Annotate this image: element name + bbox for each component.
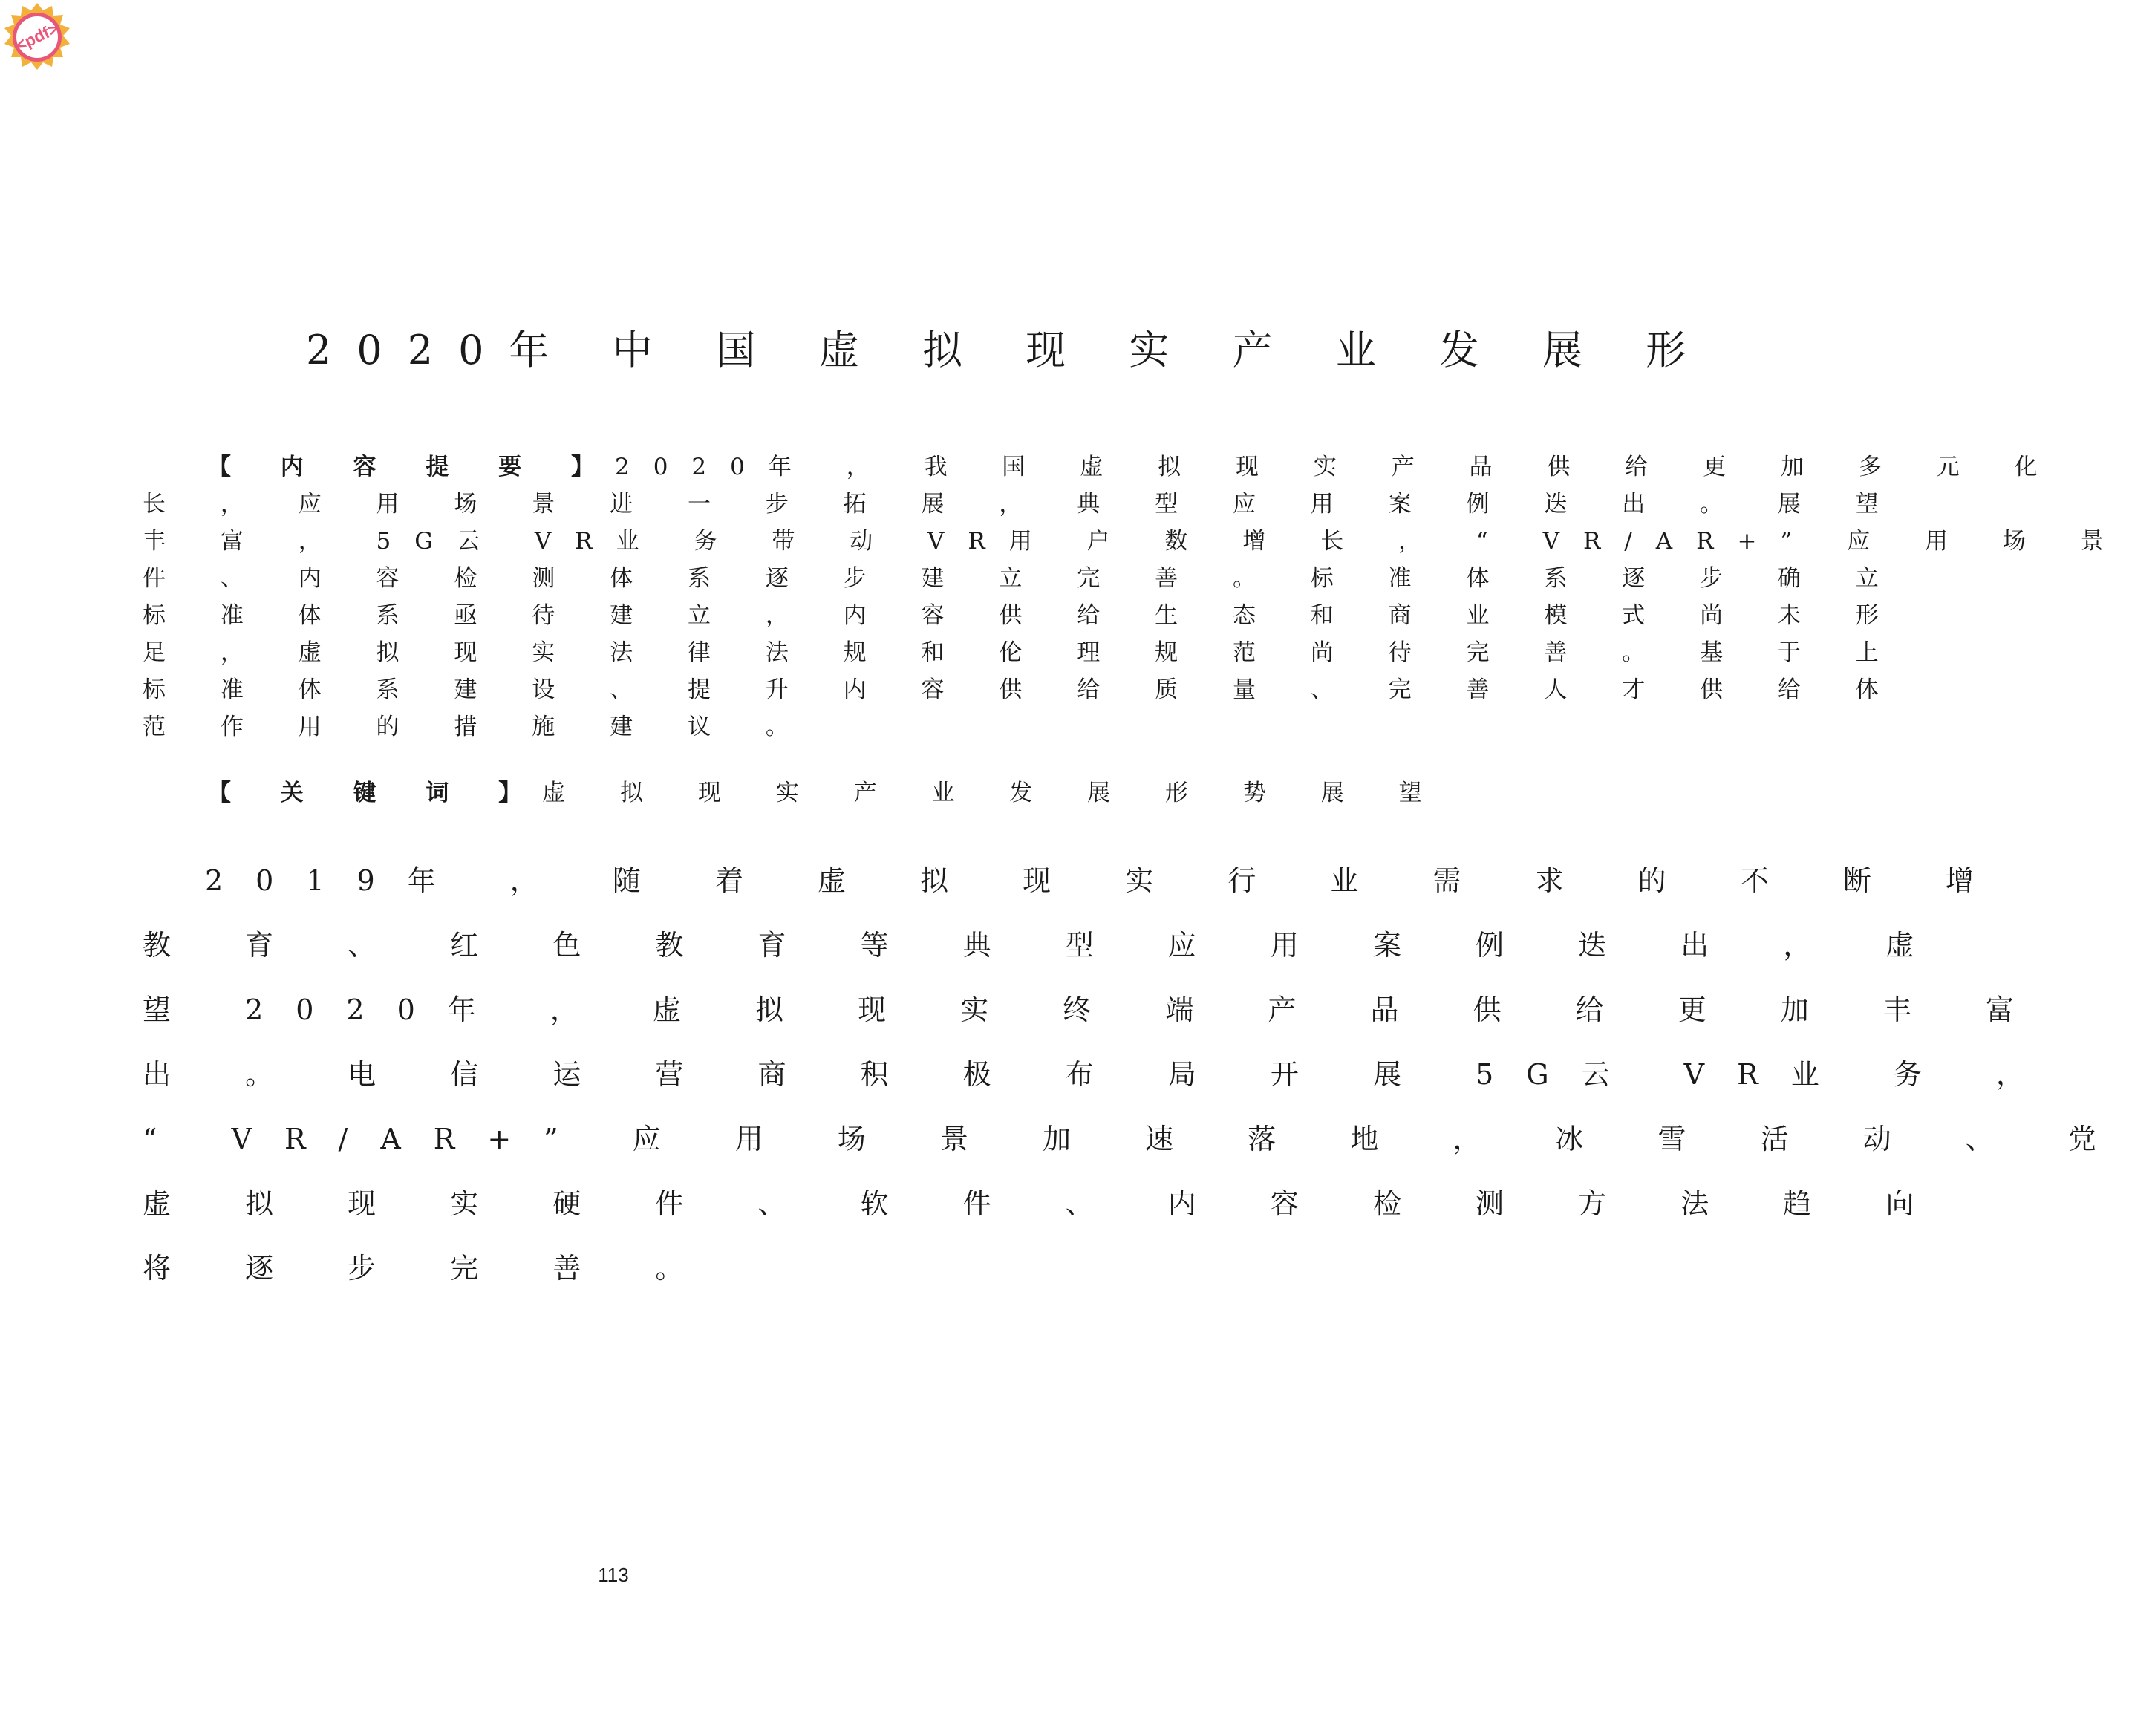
abstract-line: 标 准 体 系 亟 待 建 立 ， 内 容 供 给 生 态 和 商 业 模 式 尚 未 形 <box>143 602 1903 629</box>
abstract-line: 标 准 体 系 建 设 、 提 升 内 容 供 给 质 量 、 完 善 人 才 供 给 体 <box>143 676 1903 703</box>
abstract-line: 【 内 容 提 要 】2020年 ， 我 国 虚 拟 现 实 产 品 供 给 更 加 多 元 化 <box>208 454 2061 480</box>
keywords <box>208 774 1446 812</box>
abstract-label: 【 内 容 提 要 】 <box>208 454 615 480</box>
pdf-logo <box>0 0 74 74</box>
body-line: “ VR/AR+” 应 用 场 景 加 速 落 地 ， 冰 雪 活 动 、 党 <box>143 1123 2129 1155</box>
abstract-line: 范 作 用 的 措 施 建 议 。 <box>143 714 812 740</box>
page-number: 113 <box>598 1564 629 1586</box>
keywords-label: 【 关 键 词 】 <box>208 780 543 806</box>
abstract <box>143 448 2128 745</box>
body-line: 出 。 电 信 运 营 商 积 极 布 局 开 展 5G云 VR业 务 ， <box>143 1058 2057 1091</box>
keywords-text: 虚 拟 现 实 产 业 发 展 形 势 展 望 <box>542 780 1446 806</box>
logo-text: <pdf> <box>13 19 62 55</box>
body-line: 望 2020年 ， 虚 拟 现 实 终 端 产 品 供 给 更 加 丰 富 <box>143 993 2047 1026</box>
pdf-stamp-icon <box>0 0 74 74</box>
abstract-line: 长 ， 应 用 场 景 进 一 步 拓 展 ， 典 型 应 用 案 例 迭 出 。 展 望 <box>143 491 1903 518</box>
body-line: 教 育 、 红 色 教 育 等 典 型 应 用 案 例 迭 出 ， 虚 <box>143 929 1947 962</box>
body-line: 2019年 ， 随 着 虚 拟 现 实 行 业 需 求 的 不 断 增 <box>205 864 2006 897</box>
body-paragraph <box>143 849 2129 1301</box>
body-line: 虚 拟 现 实 硬 件 、 软 件 、 内 容 检 测 方 法 趋 向 <box>143 1187 1947 1220</box>
page-title: 2020年 中 国 虚 拟 现 实 产 业 发 展 形 <box>306 327 1712 373</box>
abstract-line: 件 、 内 容 检 测 体 系 逐 步 建 立 完 善 。 标 准 体 系 逐 步 确 立 <box>143 565 1903 592</box>
abstract-line: 丰 富 ， 5G云 VR业 务 带 动 VR用 户 数 增 长 ， “ VR/AR+” 应 用 场 景 <box>143 528 2128 555</box>
body-line: 将 逐 步 完 善 。 <box>143 1252 717 1285</box>
abstract-line: 足 ， 虚 拟 现 实 法 律 法 规 和 伦 理 规 范 尚 待 完 善 。 基 于 上 <box>143 639 1903 666</box>
